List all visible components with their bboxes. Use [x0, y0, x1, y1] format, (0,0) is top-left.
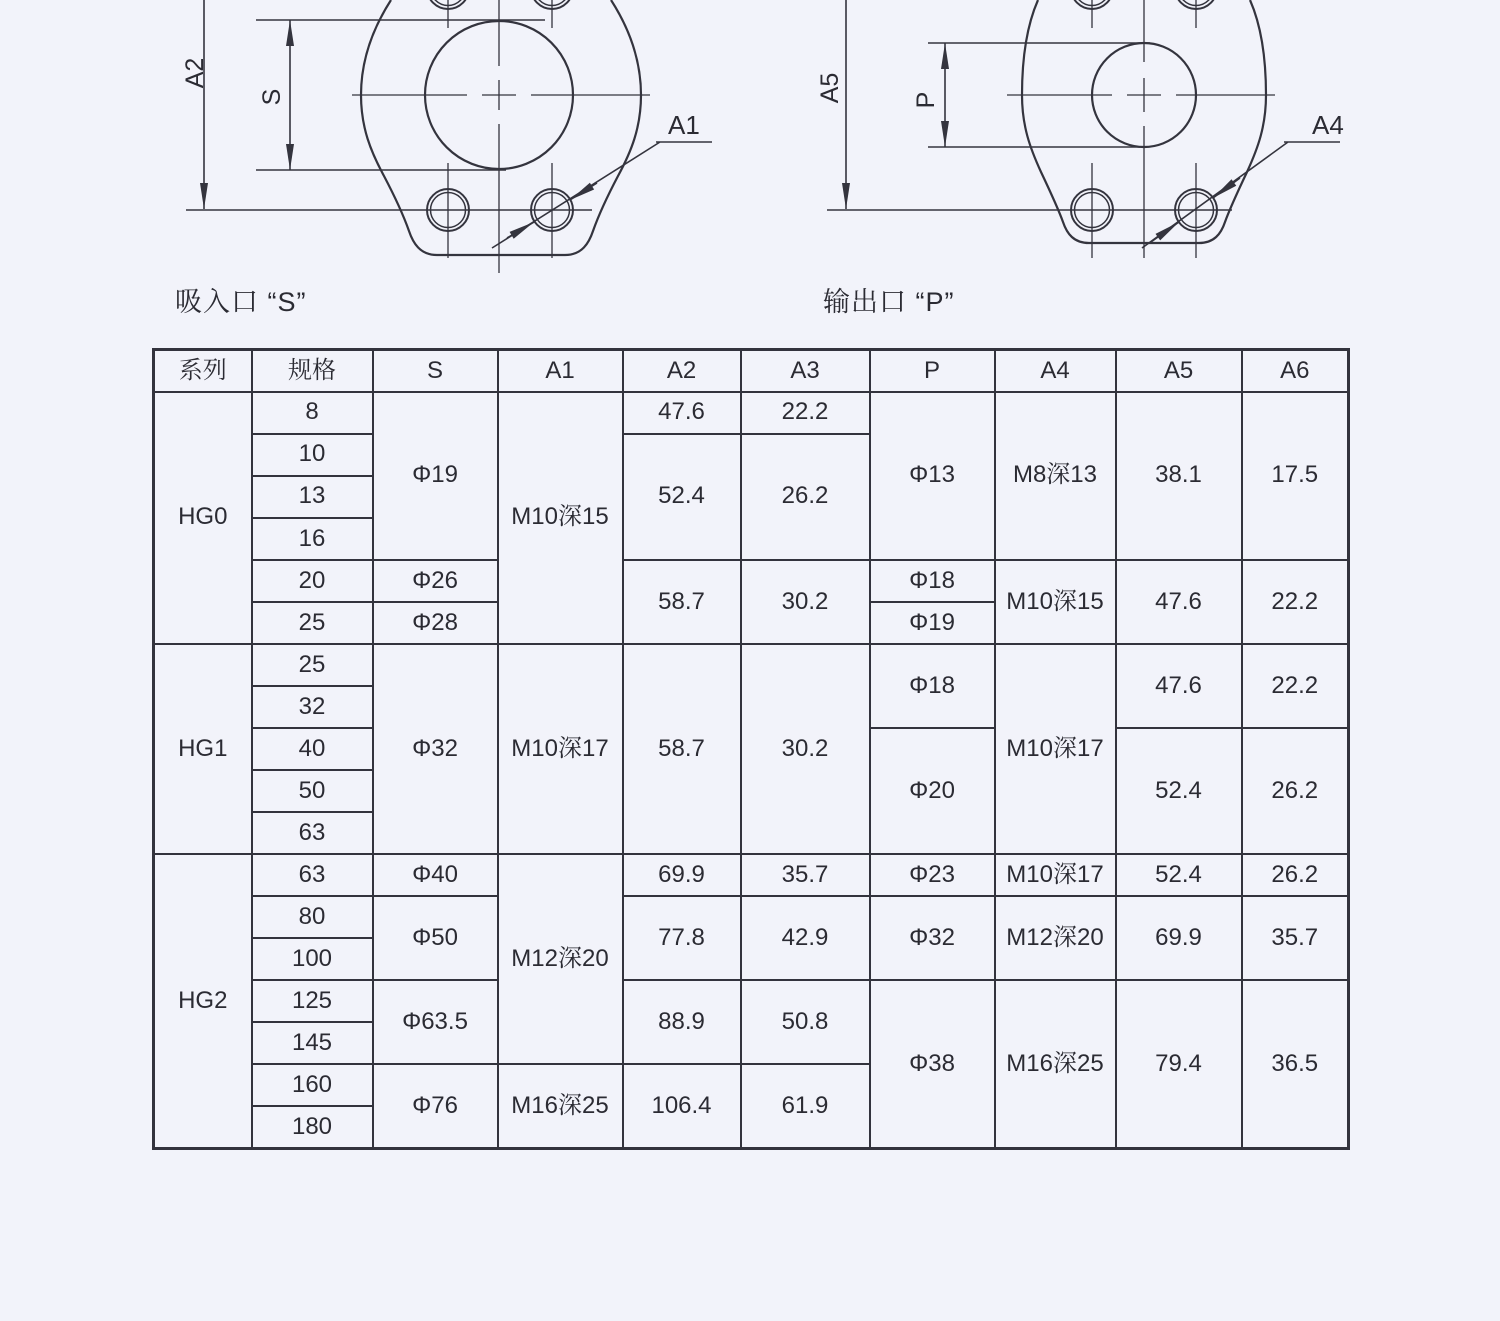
s-dimension-label: S [258, 88, 286, 106]
table-cell: M8深13 [995, 392, 1116, 560]
table-header-cell: A5 [1116, 350, 1242, 392]
table-cell: 25 [252, 644, 373, 686]
table-cell: 61.9 [741, 1064, 870, 1148]
suction-flange-drawing [181, 0, 712, 273]
table-cell: 52.4 [623, 434, 741, 560]
output-flange-drawing [816, 0, 1344, 258]
a1-label: A1 [668, 110, 700, 140]
table-cell: 20 [252, 560, 373, 602]
a2-dimension-label: A2 [181, 57, 209, 89]
table-cell: 30.2 [741, 644, 870, 854]
table-cell: 100 [252, 938, 373, 980]
suction-flange-outline [361, 0, 641, 255]
table-cell: 35.7 [1242, 896, 1349, 980]
table-cell: Φ23 [870, 854, 995, 896]
table-cell: M10深17 [995, 644, 1116, 854]
table-cell: 32 [252, 686, 373, 728]
table-cell: 180 [252, 1106, 373, 1148]
table-cell: 47.6 [1116, 560, 1242, 644]
table-header-cell: A2 [623, 350, 741, 392]
table-cell: 22.2 [1242, 560, 1349, 644]
table-cell: HG0 [154, 392, 252, 644]
table-cell: Φ32 [870, 896, 995, 980]
table-cell: HG2 [154, 854, 252, 1148]
table-header-cell: A6 [1242, 350, 1349, 392]
table-cell: 52.4 [1116, 854, 1242, 896]
table-cell: 63 [252, 812, 373, 854]
table-cell: Φ28 [373, 602, 498, 644]
table-cell: 63 [252, 854, 373, 896]
table-row [154, 560, 1349, 602]
dimensions-table [152, 348, 1350, 1150]
table-cell: Φ76 [373, 1064, 498, 1148]
p-dimension-label: P [912, 91, 940, 109]
table-cell: 22.2 [1242, 644, 1349, 728]
suction-port-caption: 吸入口 “S” [175, 287, 307, 317]
table-cell: 69.9 [1116, 896, 1242, 980]
table-cell: Φ40 [373, 854, 498, 896]
table-cell: 125 [252, 980, 373, 1022]
table-cell: M10深15 [995, 560, 1116, 644]
table-cell: 58.7 [623, 560, 741, 644]
table-cell: 77.8 [623, 896, 741, 980]
table-row [154, 854, 1349, 896]
table-cell: Φ19 [870, 602, 995, 644]
table-cell: 10 [252, 434, 373, 476]
table-cell: HG1 [154, 644, 252, 854]
table-cell: M10深15 [498, 392, 623, 644]
table-cell: Φ19 [373, 392, 498, 560]
table-cell: Φ50 [373, 896, 498, 980]
table-cell: 38.1 [1116, 392, 1242, 560]
a4-leader [1142, 142, 1340, 248]
table-row [154, 980, 1349, 1022]
table-cell: 69.9 [623, 854, 741, 896]
table-cell: 26.2 [1242, 854, 1349, 896]
table-cell: 50 [252, 770, 373, 812]
table-header-cell: 规格 [252, 350, 373, 392]
output-centerlines [1007, 0, 1275, 258]
table-cell: 145 [252, 1022, 373, 1064]
table-cell: 26.2 [1242, 728, 1349, 854]
suction-top-bolt-holes [427, 0, 573, 28]
a4-label: A4 [1312, 110, 1344, 140]
table-cell: 50.8 [741, 980, 870, 1064]
table-cell: 88.9 [623, 980, 741, 1064]
table-header-row [154, 350, 1349, 392]
a1-leader [492, 142, 712, 248]
table-header-cell: 系列 [154, 350, 252, 392]
table-cell: M10深17 [498, 644, 623, 854]
table-cell: Φ13 [870, 392, 995, 560]
table-cell: 58.7 [623, 644, 741, 854]
table-cell: 30.2 [741, 560, 870, 644]
table-header-cell: A3 [741, 350, 870, 392]
table-row [154, 896, 1349, 938]
table-cell: 160 [252, 1064, 373, 1106]
table-cell: 8 [252, 392, 373, 434]
a5-dimension-label: A5 [816, 72, 844, 104]
table-cell: 79.4 [1116, 980, 1242, 1148]
table-header-cell: A1 [498, 350, 623, 392]
table-cell: 47.6 [623, 392, 741, 434]
table-cell: Φ38 [870, 980, 995, 1148]
table-header-cell: S [373, 350, 498, 392]
table-cell: 80 [252, 896, 373, 938]
table-cell: 25 [252, 602, 373, 644]
table-cell: M10深17 [995, 854, 1116, 896]
table-cell: Φ18 [870, 560, 995, 602]
output-port-caption: 输出口 “P” [823, 287, 955, 317]
table-cell: 52.4 [1116, 728, 1242, 854]
table-cell: 26.2 [741, 434, 870, 560]
table-header-cell: P [870, 350, 995, 392]
table-cell: Φ63.5 [373, 980, 498, 1064]
table-cell: 13 [252, 476, 373, 518]
table-cell: 36.5 [1242, 980, 1349, 1148]
table-cell: Φ18 [870, 644, 995, 728]
table-header-cell: A4 [995, 350, 1116, 392]
table-cell: M12深20 [995, 896, 1116, 980]
table-cell: 40 [252, 728, 373, 770]
suction-centerlines [352, 0, 650, 273]
table-cell: M16深25 [995, 980, 1116, 1148]
table-cell: M16深25 [498, 1064, 623, 1148]
table-cell: Φ20 [870, 728, 995, 854]
table-cell: Φ26 [373, 560, 498, 602]
table-cell: 42.9 [741, 896, 870, 980]
table-cell: Φ32 [373, 644, 498, 854]
table-cell: 47.6 [1116, 644, 1242, 728]
table-cell: 16 [252, 518, 373, 560]
table-cell: M12深20 [498, 854, 623, 1064]
table-cell: 22.2 [741, 392, 870, 434]
table-cell: 17.5 [1242, 392, 1349, 560]
table-cell: 35.7 [741, 854, 870, 896]
table-row [154, 644, 1349, 686]
table-row [154, 392, 1349, 434]
table-cell: 106.4 [623, 1064, 741, 1148]
